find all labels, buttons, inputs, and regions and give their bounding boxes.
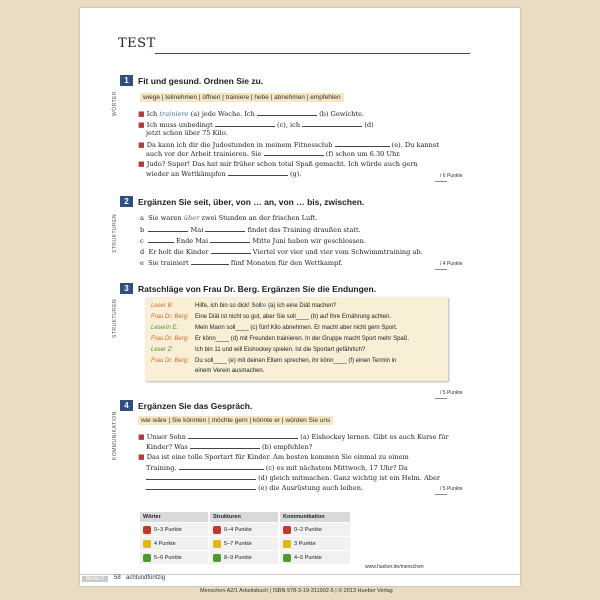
blank-4a[interactable] — [188, 432, 298, 439]
s1-line-6: ■ Judo? Super! Das hat mir früher schon total Spaß gemacht. Ich würde auch gern — [138, 160, 418, 168]
dialog-row: Leserin E: Mein Mann soll____ (c) fünf Kilo abnehmen. Er macht aber nicht gern Sport. — [151, 325, 398, 331]
section-4-word-box: wie wäre | Sie könnten | möchte gern | könnte er | würden Sie uns — [138, 416, 333, 425]
blank-d[interactable] — [302, 120, 362, 127]
score-header: Wörter — [140, 512, 208, 522]
s1-points-blank — [435, 181, 447, 182]
section-1-word-box: wiege | teilnehmen | öffnen | trainiere | hebe | abnehmen | empfehlen — [140, 93, 344, 102]
s2-line-d: d Er holt die Kinder Viertel vor vier und vier vom Schwimmtraining ab. — [140, 248, 423, 256]
section-3-number: 3 — [120, 283, 133, 294]
footer-url[interactable]: www.hueber.de/menschen — [365, 564, 424, 570]
score-cell: 8–9 Punkte — [210, 550, 278, 564]
blank-f[interactable] — [264, 149, 324, 156]
blank-4d[interactable] — [146, 473, 256, 480]
s1-line-1: ■ Ich trainiere (a) jede Woche. Ich (b) Gewichte. — [138, 110, 365, 118]
page-number: 58 — [114, 575, 121, 581]
yellow-indicator-icon — [283, 540, 291, 548]
workbook-page — [80, 8, 520, 586]
s4-line-3: ■ Das ist eine tolle Sportart für Kinder. Am besten kommen Sie einmal zu einem — [138, 453, 409, 461]
blank-b[interactable] — [257, 109, 317, 116]
blank-2b-2[interactable] — [205, 225, 245, 232]
s2-line-e: e Sie trainiert fünf Monaten für den Wettkampf. — [140, 259, 343, 267]
s4-line-5: (d) gleich mitmachen. Ganz wichtig ist ein Helm. Aber — [146, 473, 440, 483]
blank-e[interactable] — [335, 140, 390, 147]
page-number-word: achtundfünfzig — [126, 575, 166, 581]
blank-2b-1[interactable] — [148, 225, 188, 232]
dialog-row: Leser B: Hilfe, ich bin so dick! Sollte (a) ich eine Diät machen? — [151, 303, 337, 309]
s4-line-4: Training. (c) es mit nächstem Mittwoch, 17 Uhr? Da — [146, 464, 408, 472]
green-indicator-icon — [213, 554, 221, 562]
score-cell: 5–6 Punkte — [140, 550, 208, 564]
s2-line-c: c Ende Mai Mitte Juni haben wir geschlossen. — [140, 237, 366, 245]
yellow-indicator-icon — [213, 540, 221, 548]
yellow-indicator-icon — [143, 540, 151, 548]
s1-line-2: ■ Ich muss unbedingt (c), ich (d) — [138, 121, 374, 129]
s1-line-4: ■ Da kann ich dir die Judostunden in meinem Fitnessclub (e). Du kannst — [138, 141, 439, 149]
s2-line-b: b Mai findet das Training draußen statt. — [140, 226, 361, 234]
section-2-heading: Ergänzen Sie seit, über, von … an, von … bis, zwischen. — [138, 197, 365, 207]
section-2-number: 2 — [120, 196, 133, 207]
imprint: Menschen A2/1 Arbeitsbuch | ISBN 978-3-19-311902-5 | © 2013 Hueber Verlag — [200, 588, 393, 594]
section-1-sidebar: WÖRTER — [112, 90, 118, 116]
section-2-points: / 4 Punkte — [440, 261, 463, 267]
blank-2c-2[interactable] — [210, 236, 250, 243]
s4-line-1: ■ Unser Sohn (a) Eishockey lernen. Gibt es auch Kurse für — [138, 433, 449, 441]
green-indicator-icon — [283, 554, 291, 562]
s2-answer-a: über — [183, 214, 200, 222]
section-1-heading: Fit und gesund. Ordnen Sie zu. — [138, 76, 264, 86]
module-label: Modul 3 — [82, 576, 108, 582]
dialog-row: einem Verein ausmachen. — [195, 368, 265, 374]
red-indicator-icon — [283, 526, 291, 534]
s1-answer-a: trainiere — [159, 110, 189, 118]
blank-2e[interactable] — [191, 258, 229, 265]
blank-2d[interactable] — [211, 247, 251, 254]
section-4-heading: Ergänzen Sie das Gespräch. — [138, 401, 253, 411]
section-3-heading: Ratschläge von Frau Dr. Berg. Ergänzen Sie die Endungen. — [138, 284, 377, 294]
blank-4b[interactable] — [190, 442, 260, 449]
red-indicator-icon — [143, 526, 151, 534]
score-cell: 0–3 Punkte — [140, 522, 208, 536]
blank-2c-1[interactable] — [148, 236, 174, 243]
s4-points-blank — [435, 494, 447, 495]
score-cell: 4–5 Punkte — [280, 550, 350, 564]
green-indicator-icon — [143, 554, 151, 562]
score-cell: 4 Punkte — [140, 536, 208, 550]
s2-points-blank — [435, 269, 447, 270]
score-cell: 5–7 Punkte — [210, 536, 278, 550]
dialog-row: Leser Z: Ich bin 11 und will Eishockey spielen. Ist die Sportart gefährlich? — [151, 347, 366, 353]
title-rule — [155, 53, 470, 54]
blank-4c[interactable] — [179, 463, 264, 470]
section-1-number: 1 — [120, 75, 133, 86]
section-3-sidebar: STRUKTUREN — [112, 298, 118, 338]
dialog-row: Frau Dr. Berg: Er könn____ (d) mit Freunden trainieren. In der Gruppe macht Sport mehr Spaß. — [151, 336, 410, 342]
dialog-box — [145, 297, 448, 381]
s2-line-a: a Sie waren über zwei Stunden an der frischen Luft. — [140, 214, 318, 222]
section-1-points: / 6 Punkte — [440, 173, 463, 179]
score-cell: 0–2 Punkte — [280, 522, 350, 536]
score-cell: 3 Punkte — [280, 536, 350, 550]
dialog-row: Frau Dr. Berg: Eine Diät ist nicht so gut, aber Sie soll____ (b) auf Ihre Ernährung achten. — [151, 314, 392, 320]
s1-line-5: auch vor der Arbeit trainieren. Sie (f) schon um 6.30 Uhr. — [146, 150, 401, 158]
s1-line-3: jetzt schon über 75 Kilo. — [146, 129, 228, 137]
blank-g[interactable] — [228, 169, 288, 176]
score-cell: 0–4 Punkte — [210, 522, 278, 536]
dialog-row: Frau Dr. Berg: Du soll____ (e) mit deinen Eltern sprechen, ihr könn____ (f) einen Termin in — [151, 358, 397, 364]
s3-points-blank — [435, 398, 447, 399]
score-header: Strukturen — [210, 512, 278, 522]
red-indicator-icon — [213, 526, 221, 534]
score-header: Kommunikation — [280, 512, 350, 522]
section-4-points: / 5 Punkte — [440, 486, 463, 492]
section-2-sidebar: STRUKTUREN — [112, 213, 118, 253]
section-4-number: 4 — [120, 400, 133, 411]
score-table — [140, 512, 350, 568]
s4-line-2: Kinder? Was (b) empfehlen? — [146, 443, 313, 451]
s4-line-6: (e) die Ausrüstung auch leihen. — [146, 483, 363, 493]
s1-line-7: wieder an Wettkämpfen (g). — [146, 170, 302, 178]
section-3-points: / 5 Punkte — [440, 390, 463, 396]
blank-c[interactable] — [215, 120, 275, 127]
section-4-sidebar: KOMMUNIKATION — [112, 411, 118, 460]
blank-4e[interactable] — [146, 483, 256, 490]
page-title: TEST — [118, 36, 156, 51]
